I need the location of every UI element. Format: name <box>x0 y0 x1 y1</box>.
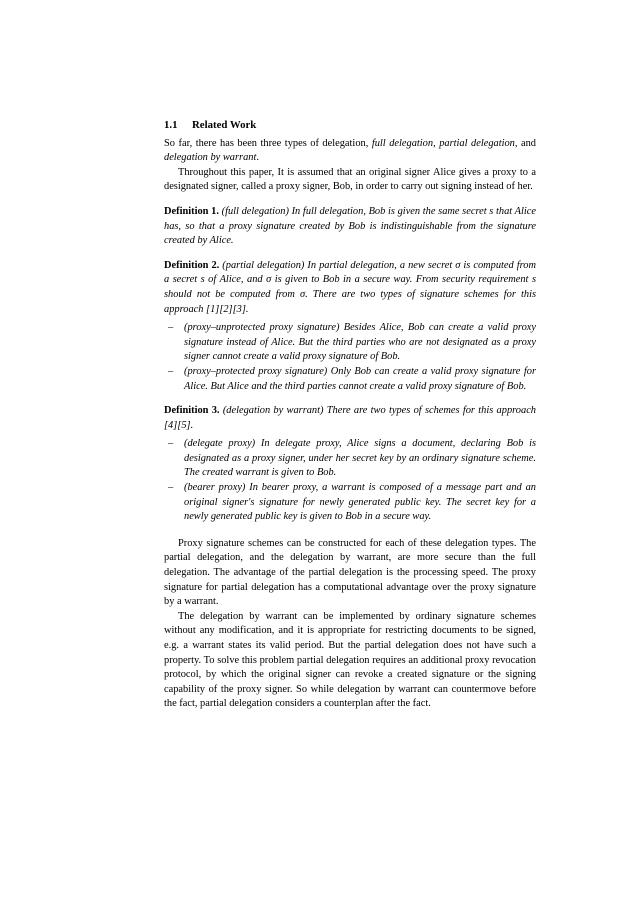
list-item-text: (delegate proxy) In delegate proxy, Alice signs a document, declaring Bob is designated as a proxy signer, under her secret key by an ordinary signature scheme. The created warrant is given to Bob. <box>184 438 536 479</box>
definition-2 <box>164 259 536 317</box>
section-heading <box>164 118 536 133</box>
term-partial-delegation: partial delegation <box>439 137 515 149</box>
list-item <box>164 481 536 525</box>
dash-bullet: – <box>168 438 174 450</box>
body-paragraph: The delegation by warrant can be implemented by ordinary signature schemes without any modification, and it is appropriate for restricting documents to be signed, e.g. a warrant states its valid period. But the partial delegation does not have such a property. To solve this problem partial delegation requires an additional proxy revocation protocol, by which the original signer can revoke a created signature or the signing capability of the proxy signer. So while delegation by warrant can countermove before the fact, partial delegation considers a counterplan after the fact. <box>164 610 536 710</box>
page-content <box>164 118 536 712</box>
list-item-text: (bearer proxy) In bearer proxy, a warrant is composed of a message part and an original signer's signature for newly generated public key. The secret key for a newly generated public key is given to Bob in a secure way. <box>184 482 536 523</box>
dash-bullet: – <box>168 365 174 377</box>
section-title: Related Work <box>192 119 257 131</box>
list-item-text: (proxy–unprotected proxy signature) Besides Alice, Bob can create a valid proxy signature instead of Alice. But the third parties who are not designated as a proxy signer cannot create a valid proxy signature of Bob. <box>184 322 536 363</box>
intro-separator: , and <box>514 137 536 149</box>
list-item <box>164 365 536 394</box>
definition-3-list <box>164 437 536 525</box>
body-paragraph: Throughout this paper, It is assumed that an original signer Alice gives a proxy to a designated signer, called a proxy signer, Bob, in order to carry out signing instead of her. <box>164 166 536 193</box>
list-item-text: (proxy–protected proxy signature) Only Bob can create a valid proxy signature for Alice. But Alice and the third parties cannot create a valid proxy signature of Bob. <box>184 365 536 392</box>
definition-2-list <box>164 321 536 394</box>
list-item <box>164 321 536 365</box>
intro-separator: , <box>433 137 440 149</box>
dash-bullet: – <box>168 482 174 494</box>
section-number: 1.1 <box>164 119 178 131</box>
intro-text: So far, there has been three types of delegation, <box>164 137 372 149</box>
list-item <box>164 437 536 481</box>
body-paragraph: Proxy signature schemes can be constructed for each of these delegation types. The partial delegation, and the delegation by warrant, are more secure than the full delegation. The advantage of the partial delegation is the processing speed. The proxy signature for partial delegation has a computational advantage over the proxy signature by a warrant. <box>164 537 536 608</box>
definition-label: Definition 3. <box>164 405 220 417</box>
intro-paragraph <box>164 137 536 166</box>
definition-body: (full delegation) In full delegation, Bob is given the same secret s that Alice has, so that a proxy signature created by Bob is indistinguishable from the signature created by Alice. <box>164 205 536 247</box>
dash-bullet: – <box>168 322 174 334</box>
definition-body: (partial delegation) In partial delegation, a new secret σ is computed from a secret s of Alice, and σ is given to Bob in a secure way. From security requirement s should not be computed from σ. There are two types of signature schemes for this approach [1][2][3]. <box>164 259 536 315</box>
definition-label: Definition 1. <box>164 205 219 217</box>
definition-3 <box>164 404 536 433</box>
spacer <box>164 525 536 537</box>
intro-end: . <box>256 152 259 164</box>
definition-label: Definition 2. <box>164 259 220 271</box>
term-delegation-by-warrant: delegation by warrant <box>164 152 257 164</box>
term-full-delegation: full delegation <box>371 137 434 149</box>
definition-1 <box>164 205 536 249</box>
definition-body: (delegation by warrant) There are two types of schemes for this approach [4][5]. <box>164 405 536 431</box>
